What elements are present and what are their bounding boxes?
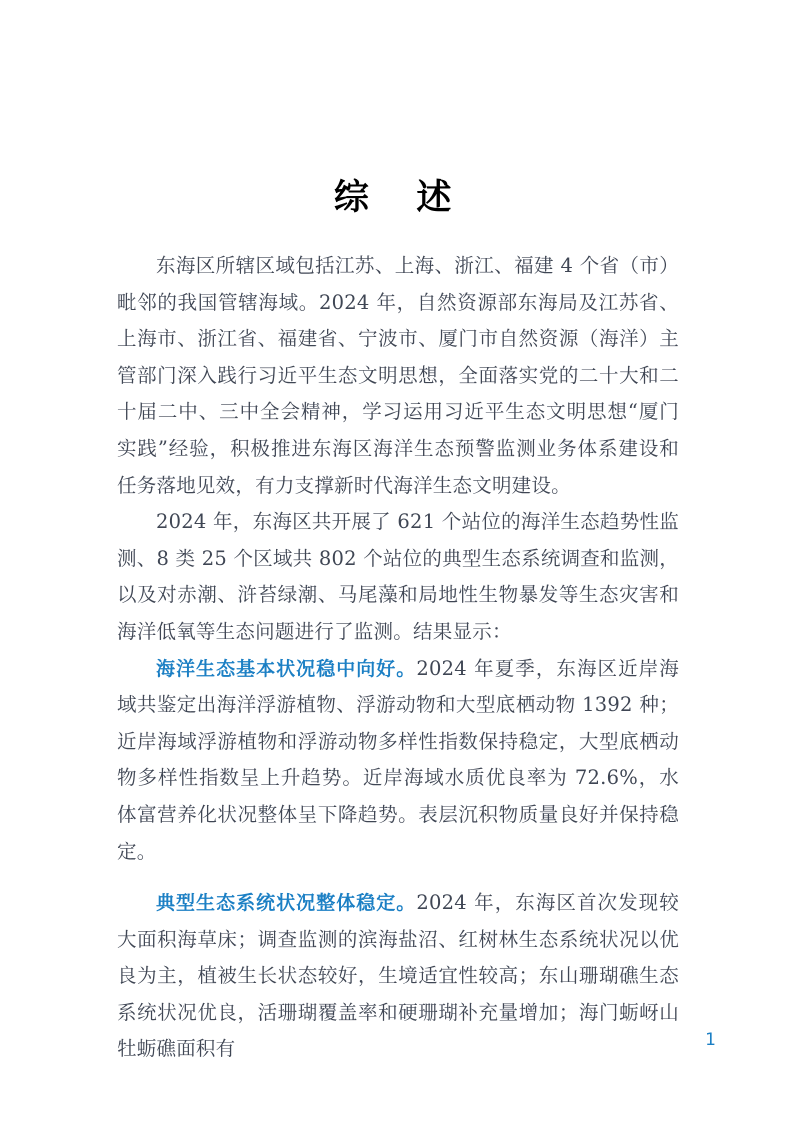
body-text-column <box>117 248 679 1068</box>
paragraph-2 <box>117 504 679 650</box>
paragraph-2-text: 2024 年，东海区共开展了 621 个站位的海洋生态趋势性监测、8 类 25 个区域共 802 个站位的典型生态系统调查和监测，以及对赤潮、浒苔绿潮、马尾藻和局地性生物暴发等生态灾害和海洋低氧等生态问题进行了监测。结果显示： <box>117 510 679 643</box>
page-title: 综 述 <box>333 177 460 219</box>
page-number: 1 <box>705 1030 716 1050</box>
paragraph-4-lead: 典型生态系统状况整体稳定。 <box>156 892 417 915</box>
paragraph-3-text: 2024 年夏季，东海区近岸海域共鉴定出海洋浮游植物、浮游动物和大型底栖动物 1392 种；近岸海域浮游植物和浮游动物多样性指数保持稳定，大型底栖动物多样性指数呈上升趋势。近岸海域水质优良率为 72.6%，水体富营养化状况整体呈下降趋势。表层沉积物质量良好并保持稳定。 <box>117 656 679 863</box>
paragraph-1 <box>117 248 679 504</box>
paragraph-4-text: 2024 年，东海区首次发现较大面积海草床；调查监测的滨海盐沼、红树林生态系统状况以优良为主，植被生长状态较好，生境适宜性较高；东山珊瑚礁生态系统状况优良，活珊瑚覆盖率和硬珊瑚补充量增加；海门蛎岈山牡蛎礁面积有 <box>117 891 679 1061</box>
paragraph-3 <box>117 651 679 871</box>
paragraph-1-text: 东海区所辖区域包括江苏、上海、浙江、福建 4 个省（市）毗邻的我国管辖海域。2024 年，自然资源部东海局及江苏省、上海市、浙江省、福建省、宁波市、厦门市自然资源（海洋）主管部门深入践行习近平生态文明思想，全面落实党的二十大和二十届二中、三中全会精神，学习运用习近平生态文明思想“厦门实践”经验，积极推进东海区海洋生态预警监测业务体系建设和任务落地见效，有力支撑新时代海洋生态文明建设。 <box>117 254 679 497</box>
paragraph-3-lead: 海洋生态基本状况稳中向好。 <box>156 657 417 680</box>
